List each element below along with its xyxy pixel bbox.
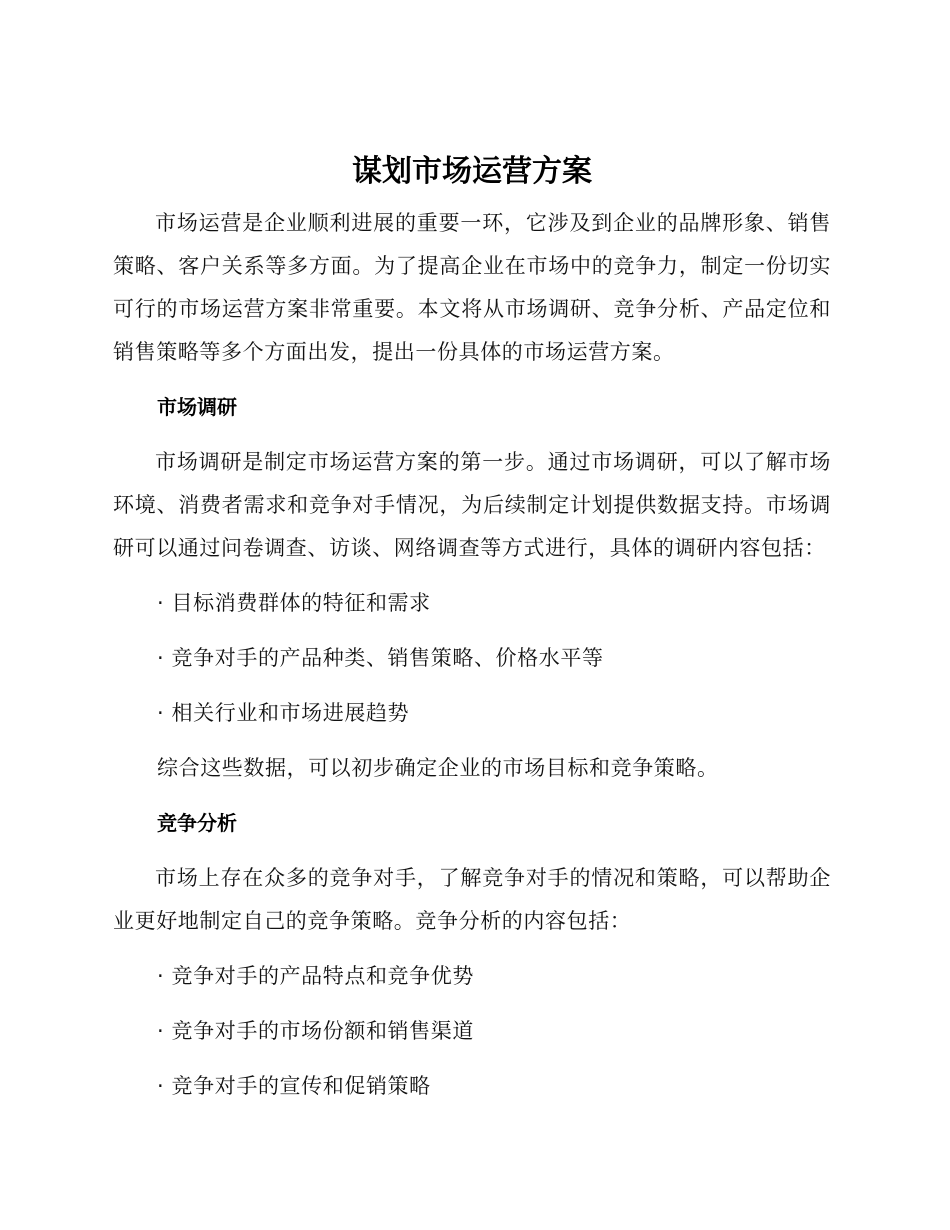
section-heading-market-research: 市场调研 (157, 395, 237, 419)
list-item: · 竞争对手的产品特点和竞争优势 (157, 964, 474, 988)
list-item: · 竞争对手的市场份额和销售渠道 (157, 1019, 474, 1043)
market-research-paragraph: 市场调研是制定市场运营方案的第一步。通过市场调研，可以了解市场环境、消费者需求和竞争对手情况，为后续制定计划提供数据支持。市场调研可以通过问卷调查、访谈、网络调查等方式进行，具体的调研内容包括： (113, 450, 831, 560)
section-heading-competition-analysis: 竞争分析 (157, 811, 237, 835)
document-page (113, 150, 831, 1108)
competition-analysis-paragraph: 市场上存在众多的竞争对手，了解竞争对手的情况和策略，可以帮助企业更好地制定自己的竞争策略。竞争分析的内容包括： (113, 866, 831, 933)
list-item: · 竞争对手的宣传和促销策略 (157, 1074, 431, 1098)
market-research-conclusion: 综合这些数据，可以初步确定企业的市场目标和竞争策略。 (157, 756, 719, 780)
intro-paragraph: 市场运营是企业顺利进展的重要一环，它涉及到企业的品牌形象、销售策略、客户关系等多方面。为了提高企业在市场中的竞争力，制定一份切实可行的市场运营方案非常重要。本文将从市场调研、竞争分析、产品定位和销售策略等多个方面出发，提出一份具体的市场运营方案。 (113, 211, 831, 364)
document-title: 谋划市场运营方案 (352, 154, 592, 189)
list-item: · 相关行业和市场进展趋势 (157, 701, 410, 725)
list-item: · 竞争对手的产品种类、销售策略、价格水平等 (157, 646, 604, 670)
list-item: · 目标消费群体的特征和需求 (157, 591, 431, 615)
